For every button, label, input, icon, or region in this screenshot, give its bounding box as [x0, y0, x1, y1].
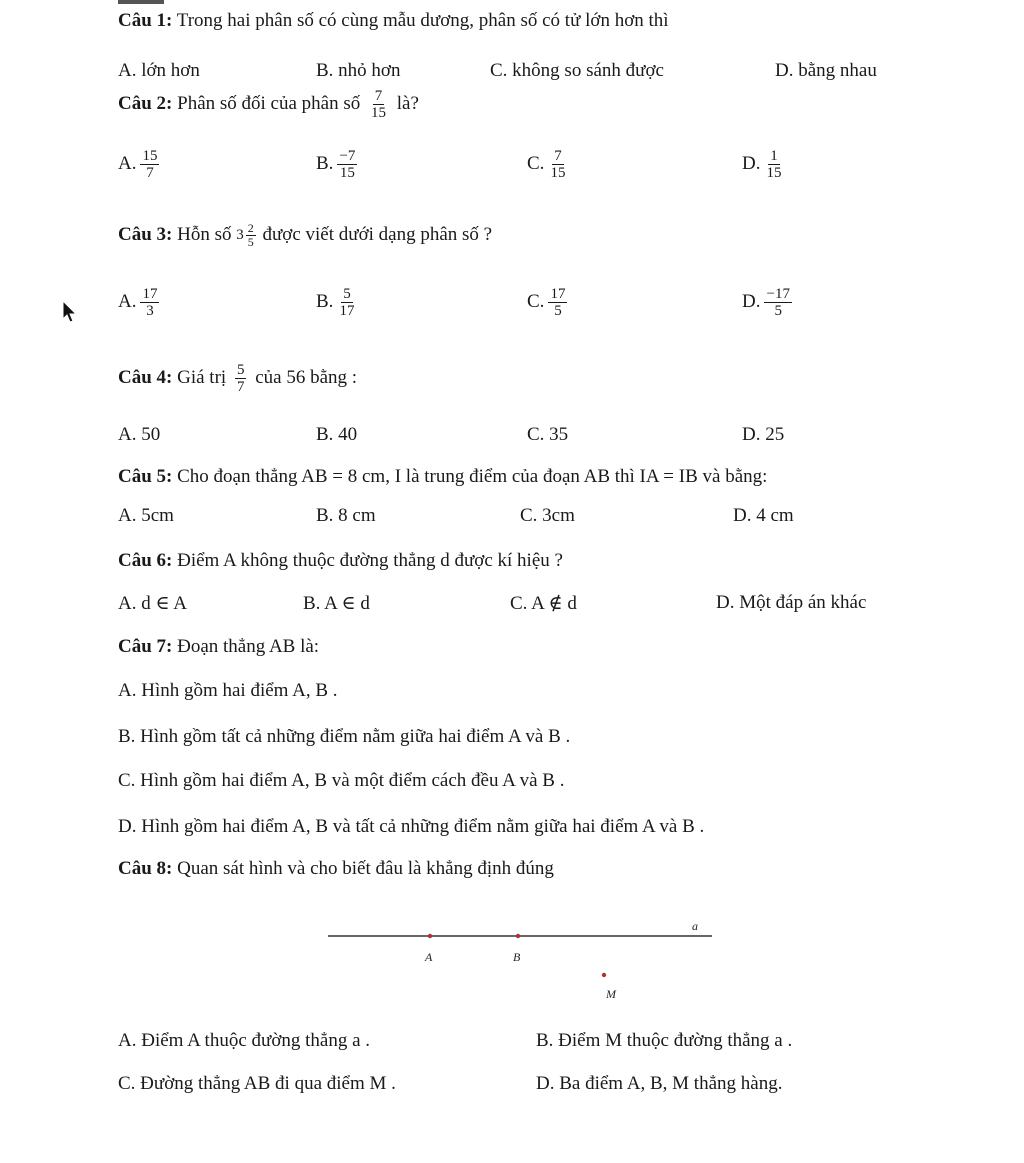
q2-option-c[interactable]: C. $\frac{7}{15}$	[527, 148, 566, 181]
point-b-dot	[516, 934, 520, 938]
q7-option-a[interactable]: A. Hình gồm hai điểm A, B .	[118, 680, 338, 701]
question-text: Phân số đối của phân số	[177, 92, 361, 114]
fraction: $\frac{7}{15}$	[371, 88, 386, 121]
question-label: Câu 3:	[118, 223, 173, 245]
label-point-m: M	[606, 987, 616, 1001]
q1-option-b[interactable]: B. nhỏ hơn	[316, 60, 401, 81]
question-text: Đoạn thẳng AB là:	[177, 636, 320, 657]
q4-option-c[interactable]: C. 35	[527, 424, 569, 445]
mixed-number: 3 $\frac{2}{5}$	[236, 221, 254, 249]
q8-option-b[interactable]: B. Điểm M thuộc đường thẳng a .	[536, 1030, 793, 1051]
question-label: Câu 8:	[118, 858, 173, 879]
q5-option-a[interactable]: A. 5cm	[118, 505, 174, 526]
q5-option-b[interactable]: B. 8 cm	[316, 505, 376, 526]
question-label: Câu 1:	[118, 10, 173, 31]
mouse-pointer-icon	[62, 300, 78, 324]
fraction: $\frac{5}{7}$	[236, 362, 245, 395]
q6-option-d[interactable]: D. Một đáp án khác	[716, 592, 867, 613]
q2-option-d[interactable]: D. $\frac{1}{15}$	[742, 148, 782, 181]
q1-option-c[interactable]: C. không so sánh được	[490, 60, 664, 81]
q8-option-c[interactable]: C. Đường thẳng AB đi qua điểm M .	[118, 1073, 396, 1094]
q1-option-a[interactable]: A. lớn hơn	[118, 60, 200, 81]
label-line-a: a	[692, 919, 698, 933]
question-5	[118, 466, 767, 488]
q6-option-b[interactable]: B. A ∈ d	[303, 593, 370, 614]
question-2: Câu 2: Phân số đối của phân số $\frac{7}{15}$ là?	[118, 88, 419, 121]
q3-option-b[interactable]: B. $\frac{5}{17}$	[316, 286, 355, 319]
question-8	[118, 858, 554, 880]
q7-option-b[interactable]: B. Hình gồm tất cả những điểm nằm giữa hai điểm A và B .	[118, 726, 571, 747]
question-label: Câu 5:	[118, 466, 173, 487]
question-text: Quan sát hình và cho biết đâu là khẳng định đúng	[177, 858, 554, 879]
geometry-figure	[320, 905, 720, 1005]
question-text: Trong hai phân số có cùng mẫu dương, phân số có tử lớn hơn thì	[176, 10, 669, 31]
q6-option-c[interactable]: C. A ∉ d	[510, 593, 577, 614]
question-7	[118, 636, 319, 658]
q3-option-c[interactable]: C. $\frac{17}{5}$	[527, 286, 566, 319]
point-m-dot	[602, 973, 606, 977]
q2-option-a[interactable]: A. $\frac{15}{7}$	[118, 148, 158, 181]
q4-option-a[interactable]: A. 50	[118, 424, 161, 445]
question-text: Điểm A không thuộc đường thẳng d được kí hiệu ?	[177, 550, 563, 571]
question-text: Cho đoạn thẳng AB = 8 cm, I là trung điểm của đoạn AB thì IA = IB và bằng:	[177, 466, 768, 487]
q3-option-a[interactable]: A. $\frac{17}{3}$	[118, 286, 158, 319]
question-1	[118, 10, 669, 32]
question-6	[118, 550, 563, 572]
question-text: Giá trị	[177, 366, 227, 388]
page-top-mark	[118, 0, 164, 4]
question-text: Hỗn số	[177, 223, 232, 245]
question-label: Câu 6:	[118, 550, 173, 571]
q7-option-c[interactable]: C. Hình gồm hai điểm A, B và một điểm cách đều A và B .	[118, 770, 565, 791]
q7-option-d[interactable]: D. Hình gồm hai điểm A, B và tất cả những điểm nằm giữa hai điểm A và B .	[118, 816, 705, 837]
question-label: Câu 4:	[118, 366, 173, 388]
point-a-dot	[428, 934, 432, 938]
q4-option-d[interactable]: D. 25	[742, 424, 785, 445]
question-label: Câu 7:	[118, 636, 173, 657]
q2-option-b[interactable]: B. $\frac{-7}{15}$	[316, 148, 356, 181]
q3-option-d[interactable]: D. $\frac{-17}{5}$	[742, 286, 790, 319]
q6-option-a[interactable]: A. d ∈ A	[118, 593, 187, 614]
q8-option-a[interactable]: A. Điểm A thuộc đường thẳng a .	[118, 1030, 371, 1051]
q5-option-d[interactable]: D. 4 cm	[733, 505, 794, 526]
question-label: Câu 2:	[118, 92, 173, 114]
q4-option-b[interactable]: B. 40	[316, 424, 358, 445]
label-point-b: B	[513, 950, 521, 964]
q5-option-c[interactable]: C. 3cm	[520, 505, 575, 526]
q1-option-d[interactable]: D. bằng nhau	[775, 60, 877, 81]
question-4: Câu 4: Giá trị $\frac{5}{7}$ của 56 bằng :	[118, 362, 358, 395]
label-point-a: A	[425, 950, 433, 964]
question-3: Câu 3: Hỗn số 3 $\frac{2}{5}$ được viết dưới dạng phân số ?	[118, 221, 493, 249]
q8-option-d[interactable]: D. Ba điểm A, B, M thẳng hàng.	[536, 1073, 783, 1094]
